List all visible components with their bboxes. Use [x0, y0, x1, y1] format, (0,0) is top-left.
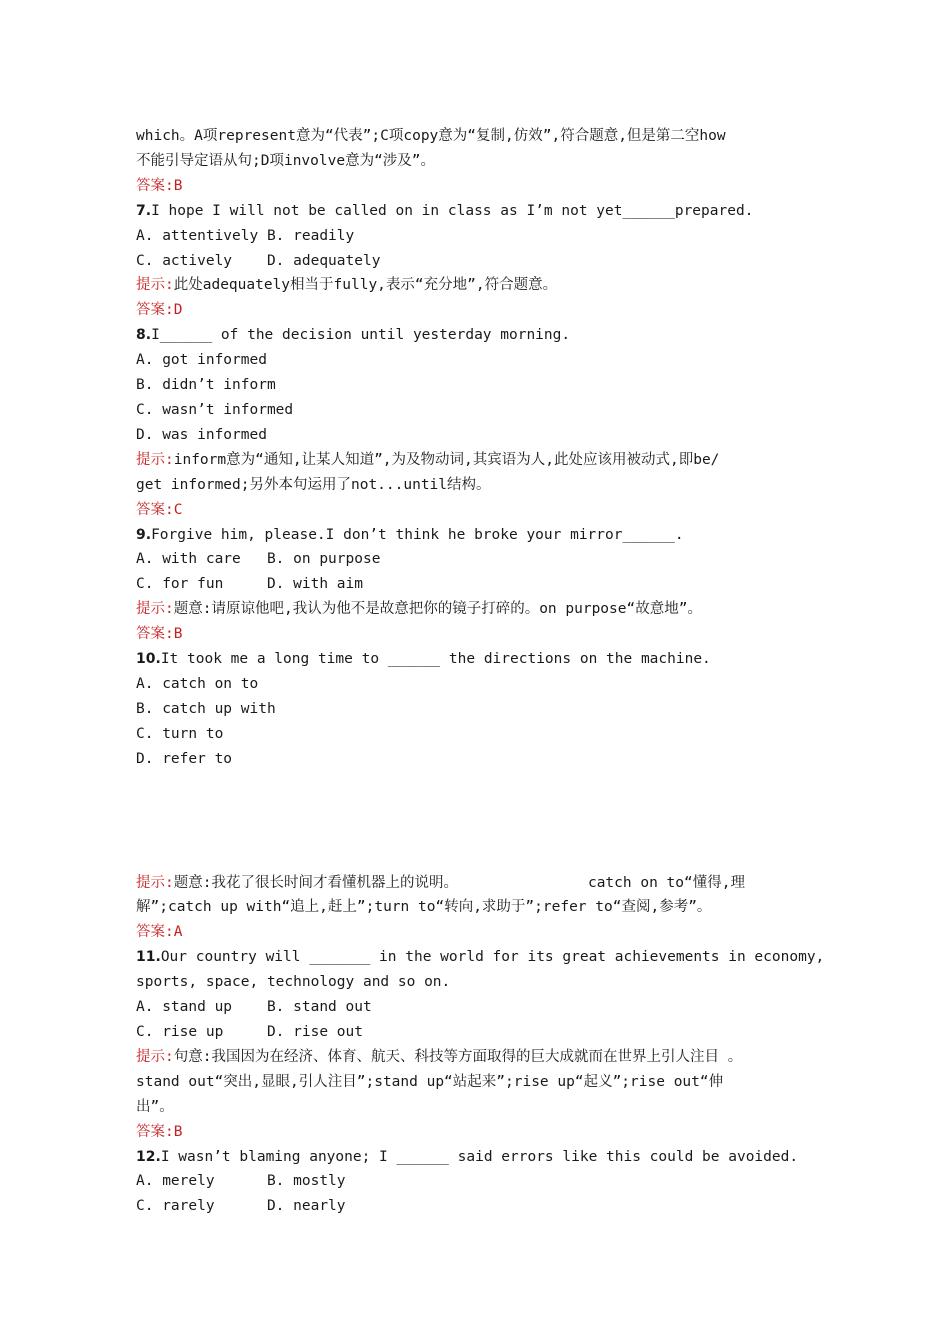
hint-line: get informed;另外本句运用了not...until结构。: [136, 476, 491, 493]
question-text: Forgive him, please.I don’t think he broke your mirror______.: [151, 526, 684, 543]
option-a: A. catch on to: [136, 675, 259, 692]
hint-text: catch on to“懂得,理: [587, 874, 745, 891]
answer-value: C: [173, 501, 183, 518]
answer-line: [136, 920, 826, 945]
question-number: 10.: [136, 651, 161, 668]
hint-line: [136, 1045, 826, 1070]
question-number: 9.: [136, 526, 152, 543]
question-10-stem: [136, 647, 826, 672]
hint-line: [136, 448, 826, 473]
question-text: I wasn’t blaming anyone; I ______ said errors like this could be avoided.: [160, 1148, 799, 1165]
hint-line: 解”;catch up with“追上,赶上”;turn to“转向,求助于”;refer to“查阅,参考”。: [136, 899, 712, 916]
answer-value: B: [173, 1123, 183, 1140]
option-b: B. didn’t inform: [136, 377, 276, 394]
hint-label: 提示:: [136, 451, 174, 468]
question-7-stem: [136, 199, 826, 224]
answer-label: 答案:: [136, 302, 174, 319]
hint-line: stand out“突出,显眼,引人注目”;stand up“站起来”;rise up“起义”;rise out“伸: [136, 1073, 724, 1090]
question-text: Our country will _______ in the world for its great achievements in economy,: [160, 949, 825, 966]
question-9-stem: [136, 523, 826, 548]
explanation-line: 不能引导定语从句;D项involve意为“涉及”。: [136, 152, 436, 169]
hint-label: 提示:: [136, 1048, 174, 1065]
answer-label: 答案:: [136, 924, 174, 941]
option-d: D. was informed: [136, 426, 267, 443]
hint-text: inform意为“通知,让某人知道”,为及物动词,其宾语为人,此处应该用被动式,即be/: [173, 451, 720, 468]
hint-text: 题意:请原谅他吧,我认为他不是故意把你的镜子打碎的。on purpose“故意地”。: [173, 601, 702, 618]
answer-line: [136, 498, 826, 523]
question-11-stem: [136, 945, 826, 970]
explanation-line: which。A项represent意为“代表”;C项copy意为“复制,仿效”,符合题意,但是第二空how: [136, 128, 726, 144]
question-12-stem: [136, 1145, 826, 1170]
question-8-stem: [136, 323, 826, 348]
answer-value: D: [173, 302, 183, 319]
answer-label: 答案:: [136, 177, 174, 194]
answer-label: 答案:: [136, 626, 174, 643]
option-line: A. stand up B. stand out: [136, 999, 372, 1016]
hint-text: 题意:我花了很长时间才看懂机器上的说明。: [173, 874, 458, 891]
hint-line: 出”。: [136, 1098, 174, 1115]
answer-line: [136, 1120, 826, 1145]
question-number: 11.: [136, 949, 161, 966]
question-text-cont: sports, space, technology and so on.: [136, 974, 451, 991]
option-a: A. got informed: [136, 352, 267, 369]
answer-label: 答案:: [136, 501, 174, 518]
option-line: A. with care B. on purpose: [136, 551, 381, 568]
hint-line: [136, 597, 826, 622]
option-c: C. wasn’t informed: [136, 401, 294, 418]
question-number: 8.: [136, 327, 152, 344]
answer-line: [136, 298, 826, 323]
question-number: 7.: [136, 202, 152, 219]
option-line: C. for fun D. with aim: [136, 576, 363, 593]
hint-label: 提示:: [136, 277, 174, 294]
option-line: C. rise up D. rise out: [136, 1024, 363, 1040]
question-number: 12.: [136, 1148, 161, 1165]
hint-line: [136, 273, 826, 298]
option-line: C. rarely D. nearly: [136, 1198, 346, 1215]
document-page: [136, 124, 826, 1219]
answer-label: 答案:: [136, 1123, 174, 1140]
question-text: It took me a long time to ______ the directions on the machine.: [160, 651, 711, 668]
option-d: D. refer to: [136, 750, 233, 767]
hint-line: [136, 871, 826, 896]
question-text: I______ of the decision until yesterday morning.: [151, 327, 571, 344]
question-text: I hope I will not be called on in class as I’m not yet______prepared.: [151, 202, 754, 219]
hint-text: 句意:我国因为在经济、体育、航天、科技等方面取得的巨大成就而在世界上引人注目 。: [173, 1048, 743, 1065]
hint-label: 提示:: [136, 601, 174, 618]
answer-value: B: [173, 626, 183, 643]
option-line: A. merely B. mostly: [136, 1173, 346, 1190]
blank-gap: [136, 772, 826, 871]
option-line: A. attentively B. readily: [136, 227, 355, 244]
hint-text: 此处adequately相当于fully,表示“充分地”,符合题意。: [173, 277, 558, 294]
option-c: C. turn to: [136, 725, 224, 742]
option-line: C. actively D. adequately: [136, 252, 381, 269]
answer-value: A: [173, 924, 183, 941]
hint-label: 提示:: [136, 874, 174, 891]
answer-line: [136, 622, 826, 647]
answer-value: B: [173, 177, 183, 194]
answer-line: [136, 174, 826, 199]
option-b: B. catch up with: [136, 700, 276, 717]
